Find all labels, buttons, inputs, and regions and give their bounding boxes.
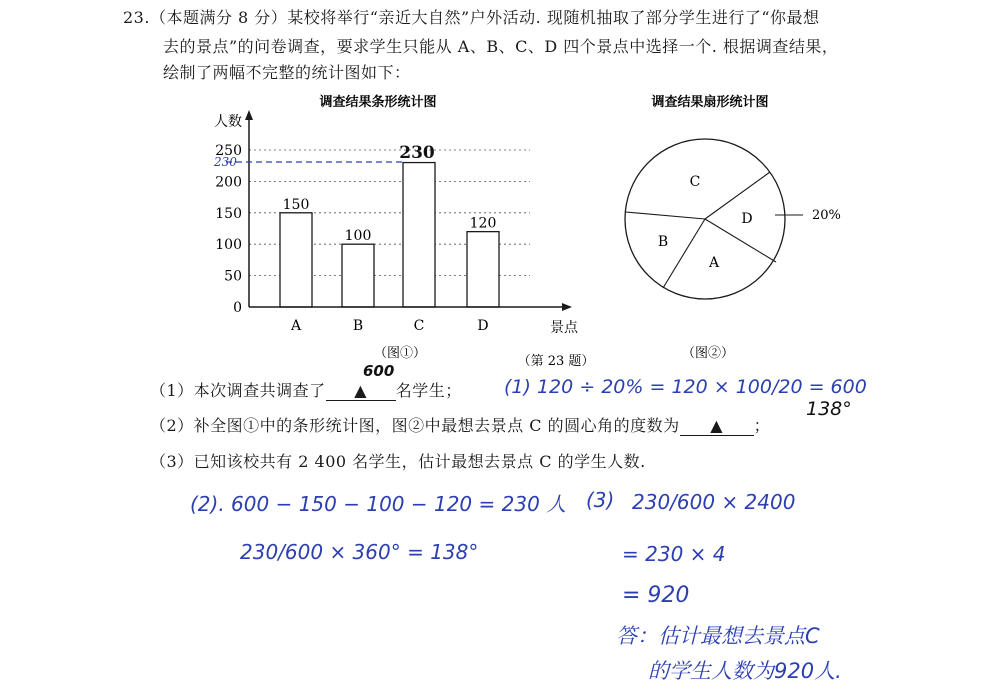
y-tick-label: 200 (215, 174, 242, 191)
pie-slice-divider (663, 219, 705, 288)
problem-line-1: 23.（本题满分 8 分）某校将举行“亲近大自然”户外活动. 现随机抽取了部分学生进行了“你最想 (123, 8, 820, 27)
problem-number-label: （第 23 题） (517, 354, 595, 369)
handwritten-bar-c-label: 230 (399, 143, 435, 163)
bar-value-label-d: 120 (469, 215, 497, 232)
bar-value-label-a: 150 (282, 196, 310, 213)
bar-value-label-b: 100 (344, 228, 372, 245)
y-tick-label: 150 (215, 205, 242, 222)
problem-line-2: 去的景点”的问卷调查，要求学生只能从 A、B、C、D 四个景点中选择一个. 根据调查结果， (163, 37, 839, 56)
hand-q3-line1: 230/600 × 2400 (632, 490, 796, 514)
hand-q3-label: (3) (586, 488, 615, 512)
x-category-label-b: B (352, 318, 364, 334)
hand-q2-work-line2: 230/600 × 360° = 138° (240, 540, 479, 564)
bar-a (280, 213, 312, 307)
pie-slice-divider (626, 212, 705, 219)
x-axis-label: 景点 (550, 320, 578, 336)
question-2 (150, 413, 770, 436)
hand-q3-line2: = 230 × 4 (622, 542, 726, 566)
pie-label-c: C (689, 174, 701, 190)
y-tick-label: 250 (215, 143, 242, 159)
x-category-label-c: C (413, 318, 425, 334)
q2-post: ； (753, 416, 771, 435)
y-tick-label: 100 (215, 237, 242, 254)
q1-pre: （1）本次调查共调查了 (150, 381, 326, 400)
problem-line-3: 绘制了两幅不完整的统计图如下： (163, 63, 411, 82)
hand-q1-answer: 600 (363, 362, 395, 380)
pie-label-d: D (741, 211, 753, 227)
pie-slice-divider (705, 172, 770, 219)
q2-blank: ▲ (680, 416, 754, 436)
bar-chart-title: 调查结果条形统计图 (319, 95, 437, 110)
hand-q2-answer: 138° (806, 398, 852, 420)
pie-label-b: B (657, 234, 669, 250)
q1-post: 名学生； (395, 381, 462, 400)
hand-q1-work: (1) 120 ÷ 20% = 120 × 100/20 = 600 (504, 376, 867, 398)
q1-blank: ▲ (326, 381, 396, 401)
bar-b (342, 244, 374, 307)
q2-pre: （2）补全图①中的条形统计图，图②中最想去景点 C 的圆心角的度数为 (150, 416, 680, 435)
pie-label-a: A (708, 255, 720, 271)
x-axis-arrow (562, 303, 572, 311)
hand-q3-answer-line1: 答：估计最想去景点C (616, 624, 820, 648)
y-axis-arrow (245, 110, 253, 120)
pie-fig-label: （图②） (681, 346, 735, 361)
handwritten-axis-230: 230 (214, 155, 237, 169)
hand-q2-work-line1: (2). 600 − 150 − 100 − 120 = 230 人 (190, 492, 567, 516)
pie-chart-title: 调查结果扇形统计图 (651, 95, 769, 110)
y-axis-label: 人数 (214, 114, 242, 130)
y-tick-label: 50 (224, 268, 242, 285)
y-tick-label: 0 (233, 300, 242, 316)
bar-d (467, 232, 499, 307)
hand-q3-answer-line2: 的学生人数为920人. (648, 659, 842, 683)
hand-q3-line3: = 920 (622, 583, 690, 608)
bar-c (403, 163, 435, 307)
question-3: （3）已知该校共有 2 400 名学生，估计最想去景点 C 的学生人数. (150, 452, 646, 471)
bar-fig-label: （图①） (373, 346, 427, 361)
pie-d-percent: 20% (812, 208, 841, 223)
question-1 (150, 378, 462, 401)
x-category-label-a: A (290, 318, 302, 334)
x-category-label-d: D (477, 318, 489, 334)
